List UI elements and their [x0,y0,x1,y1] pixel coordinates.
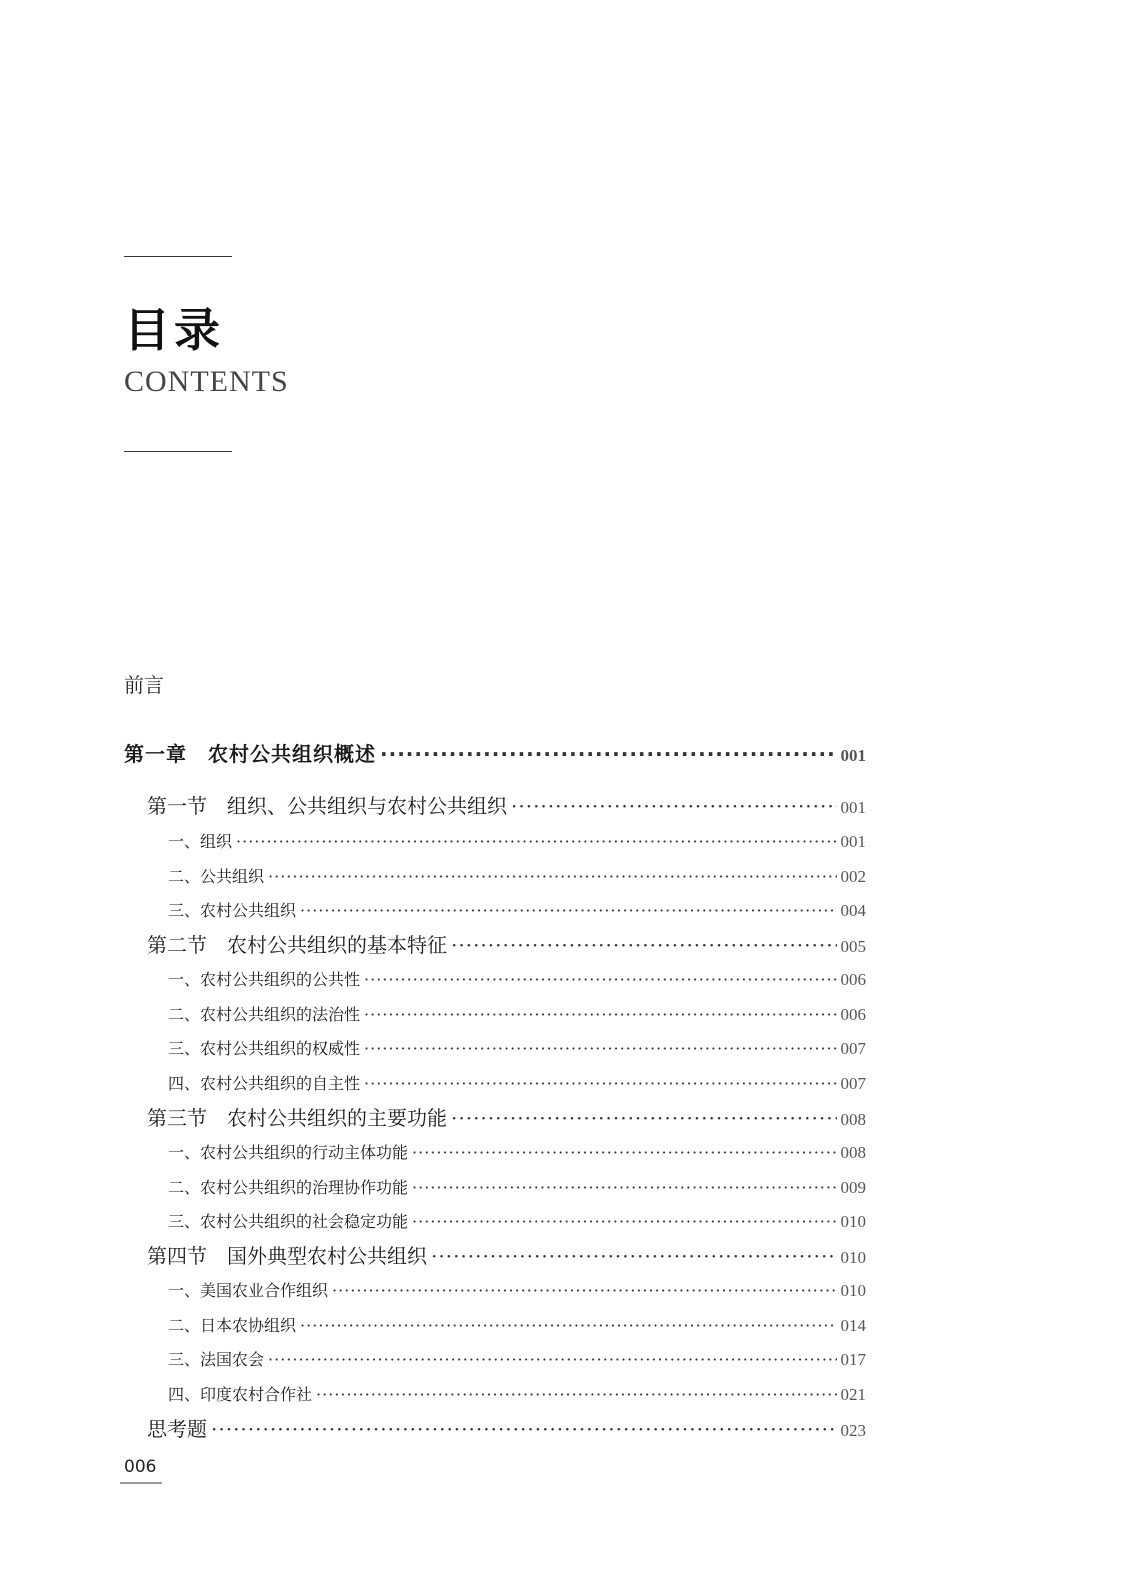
toc-entry-page: 006 [840,1005,866,1024]
toc-item[interactable] [0,898,866,924]
dot-leader [211,1415,837,1443]
dot-leader [364,1036,836,1062]
toc-entry-page: 001 [840,832,866,851]
toc-entry-label: 思考题 [147,1417,207,1441]
dot-leader [236,829,836,855]
toc-item[interactable] [0,1313,866,1339]
toc-entry-label: 二、公共组织 [168,867,265,886]
toc-item[interactable] [0,1209,866,1235]
dot-leader [364,1002,836,1028]
dot-leader [268,864,836,890]
toc-entry-label: 二、农村公共组织的治理协作功能 [168,1178,409,1197]
dot-leader [412,1209,836,1235]
toc-entry-label: 二、日本农协组织 [168,1316,297,1335]
toc-entry-label: 一、农村公共组织的行动主体功能 [168,1143,409,1162]
page-number: 006 [124,1457,157,1477]
toc-entry-page: 010 [840,1281,866,1300]
toc-entry-page: 017 [840,1350,866,1369]
toc-entry-label: 三、法国农会 [168,1350,265,1369]
toc-item[interactable] [0,967,866,993]
toc-entry-page: 004 [840,901,866,920]
toc-item[interactable] [0,1036,866,1062]
dot-leader [451,1104,837,1132]
dot-leader [412,1175,836,1201]
toc-item[interactable] [0,864,866,890]
toc-section-1[interactable] [0,792,866,822]
toc-entry-label: 三、农村公共组织的权威性 [168,1039,361,1058]
toc-entry-label: 第一节 组织、公共组织与农村公共组织 [147,794,507,818]
toc-entry-label: 四、农村公共组织的自主性 [168,1074,361,1093]
toc-section-2[interactable] [0,931,866,961]
toc-item[interactable] [0,1140,866,1166]
toc-entry-label: 四、印度农村合作社 [168,1385,313,1404]
toc-chapter-1[interactable] [0,740,866,770]
dot-leader [268,1347,836,1373]
toc-entry-page: 014 [840,1316,866,1335]
top-decorative-rule [124,256,232,257]
dot-leader [300,898,836,924]
toc-entry-page: 001 [840,798,866,817]
toc-entry-page: 005 [840,937,866,956]
toc-entry-page: 010 [840,1248,866,1267]
toc-entry-page: 021 [840,1385,866,1404]
toc-entry-page: 007 [840,1074,866,1093]
dot-leader [364,967,836,993]
page-number-underline [120,1482,162,1484]
toc-item[interactable] [0,1347,866,1373]
toc-entry-label: 一、农村公共组织的公共性 [168,970,361,989]
toc-entry-label: 一、组织 [168,832,233,851]
toc-entry-label: 三、农村公共组织 [168,901,297,920]
toc-entry-label: 第三节 农村公共组织的主要功能 [147,1106,447,1130]
toc-entry-page: 009 [840,1178,866,1197]
toc-entry-page: 007 [840,1039,866,1058]
toc-entry-page: 008 [840,1143,866,1162]
toc-exercises[interactable] [0,1415,866,1445]
toc-section-3[interactable] [0,1104,866,1134]
dot-leader [316,1382,836,1408]
dot-leader [300,1313,836,1339]
dot-leader [364,1071,836,1097]
toc-item[interactable] [0,1002,866,1028]
toc-item[interactable] [0,1175,866,1201]
toc-entry-label: 一、美国农业合作组织 [168,1281,329,1300]
toc-entry-label: 三、农村公共组织的社会稳定功能 [168,1212,409,1231]
bottom-decorative-rule [124,451,232,452]
toc-entry-page: 006 [840,970,866,989]
toc-item[interactable] [0,1382,866,1408]
page-subtitle: CONTENTS [124,365,289,398]
toc-item[interactable] [0,1278,866,1304]
toc-preface[interactable]: 前言 [124,673,164,697]
toc-entry-label: 第二节 农村公共组织的基本特征 [147,933,447,957]
dot-leader [511,792,837,820]
dot-leader [380,740,837,768]
toc-entry-label: 第一章 农村公共组织概述 [124,742,376,766]
dot-leader [412,1140,836,1166]
dot-leader [332,1278,836,1304]
toc-entry-page: 001 [840,746,866,765]
toc-entry-page: 023 [840,1421,866,1440]
dot-leader [451,931,837,959]
toc-item[interactable] [0,829,866,855]
toc-entry-label: 二、农村公共组织的法治性 [168,1005,361,1024]
toc-entry-page: 008 [840,1110,866,1129]
toc-entry-label: 第四节 国外典型农村公共组织 [147,1244,427,1268]
dot-leader [431,1242,837,1270]
toc-section-4[interactable] [0,1242,866,1272]
toc-item[interactable] [0,1071,866,1097]
toc-entry-page: 002 [840,867,866,886]
page-title: 目录 [124,303,224,357]
toc-entry-page: 010 [840,1212,866,1231]
